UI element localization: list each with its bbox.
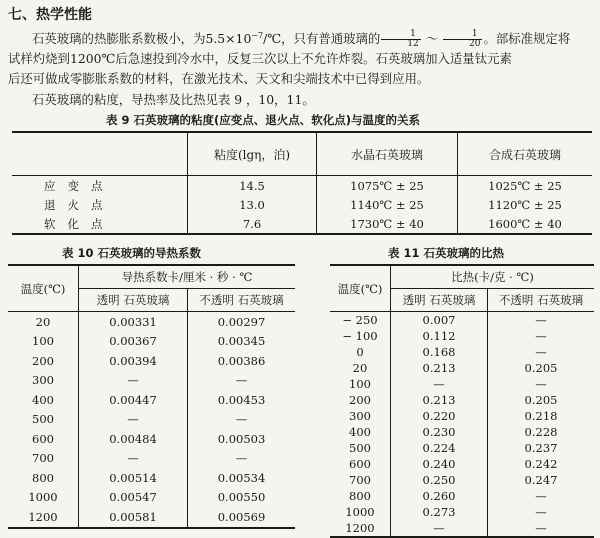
value-cell: 0.00394 [79, 351, 188, 371]
value-cell: — [488, 312, 595, 329]
table9-cell: 1075℃ ± 25 [317, 176, 458, 196]
temperature-cell: 600 [32, 431, 54, 446]
value-cell: 0.00367 [79, 332, 188, 352]
table10-header-temperature: 温度(℃) [8, 265, 79, 312]
temperature-cell: 20 [352, 361, 368, 375]
table-row [12, 176, 592, 196]
table11-specific-heat [330, 264, 594, 538]
value-cell: — [391, 520, 488, 537]
value-cell: 0.00569 [188, 507, 296, 528]
table11-caption: 表 11 石英玻璃的比热 [388, 246, 505, 260]
value-cell: 0.205 [488, 360, 595, 376]
table-row [330, 488, 594, 504]
table10-thermal-conductivity [8, 264, 295, 529]
table11-header-temperature: 温度(℃) [330, 265, 391, 312]
value-cell: 0.00550 [188, 488, 296, 508]
table-row [12, 195, 592, 214]
table9-header-crystal-quartz: 水晶石英玻璃 [317, 132, 458, 176]
value-cell: — [488, 520, 595, 537]
temperature-cell: 1200 [28, 509, 58, 524]
table-row [330, 408, 594, 424]
section-title: 七、热学性能 [8, 7, 92, 23]
value-cell: — [79, 449, 188, 469]
temperature-cell: 300 [32, 373, 54, 388]
temperature-cell: 1000 [28, 490, 58, 505]
table-row [8, 488, 295, 508]
temperature-cell: 0 [356, 345, 364, 359]
table-row [330, 344, 594, 360]
paragraph-line-4: 石英玻璃的粘度，导热率及比热见表 9 ，10，11。 [32, 92, 315, 107]
temperature-cell: 400 [32, 392, 54, 407]
table11-header-group: 比热(卡/克 · ℃) [451, 270, 534, 284]
value-cell: 0.220 [391, 408, 488, 424]
table10-body [8, 312, 295, 528]
table-row [330, 504, 594, 520]
value-cell: 0.112 [391, 328, 488, 344]
value-cell: 0.237 [488, 440, 595, 456]
temperature-cell: 800 [32, 470, 54, 485]
value-cell: 0.00534 [188, 468, 296, 488]
table11-header-opaque: 不透明 石英玻璃 [488, 289, 595, 312]
table9-row-label: 软化点 [44, 216, 115, 231]
table-row [330, 520, 594, 537]
table9-row-label: 退火点 [44, 197, 115, 212]
table-row [8, 410, 295, 430]
value-cell: 0.213 [391, 360, 488, 376]
temperature-cell: 20 [35, 314, 51, 329]
temperature-cell: 300 [349, 409, 371, 423]
temperature-cell: 500 [349, 441, 371, 455]
temperature-cell: 800 [349, 489, 371, 503]
value-cell: 0.230 [391, 424, 488, 440]
table-row [8, 390, 295, 410]
table9-cell: 1730℃ ± 40 [317, 214, 458, 234]
table9-header-viscosity: 粘度(lgη，泊) [188, 132, 317, 176]
temperature-cell: 400 [349, 425, 371, 439]
value-cell: 0.250 [391, 472, 488, 488]
table-row [330, 472, 594, 488]
value-cell: 0.00345 [188, 332, 296, 352]
value-cell: — [391, 376, 488, 392]
value-cell: 0.00581 [79, 507, 188, 528]
table9-cell: 1140℃ ± 25 [317, 195, 458, 214]
value-cell: 0.213 [391, 392, 488, 408]
text-segment: /℃，只有普通玻璃的 [263, 31, 381, 47]
value-cell: 0.260 [391, 488, 488, 504]
fraction-numerator: 1 [381, 30, 420, 40]
value-cell: — [188, 410, 296, 430]
value-cell: — [488, 504, 595, 520]
value-cell: 0.218 [488, 408, 595, 424]
exponent: −7 [251, 31, 264, 40]
value-cell: 0.00484 [79, 429, 188, 449]
value-cell: — [188, 449, 296, 469]
temperature-cell: 1200 [345, 521, 375, 535]
fraction-1-12 [381, 30, 420, 49]
table9-header-synthetic-quartz: 合成石英玻璃 [458, 132, 593, 176]
temperature-cell: 100 [349, 377, 371, 391]
value-cell: 0.273 [391, 504, 488, 520]
table-row [12, 214, 592, 234]
fraction-denominator: 20 [469, 39, 481, 50]
text-segment: 石英玻璃的热膨胀系数极小，为5.5×10 [32, 31, 252, 47]
table-row [330, 440, 594, 456]
value-cell: 0.240 [391, 456, 488, 472]
temperature-cell: 600 [349, 457, 371, 471]
fraction-denominator: 12 [407, 39, 419, 50]
table9-cell: 14.5 [188, 176, 317, 196]
table-row [330, 456, 594, 472]
temperature-cell: − 100 [342, 329, 378, 343]
table9-cell: 1120℃ ± 25 [458, 195, 593, 214]
paragraph-line-1 [8, 26, 593, 49]
table9-row-label: 应变点 [44, 178, 115, 193]
table9-caption: 表 9 石英玻璃的粘度(应变点、退火点、软化点)与温度的关系 [106, 113, 421, 127]
table-row [8, 449, 295, 469]
temperature-cell: 700 [349, 473, 371, 487]
value-cell: — [488, 328, 595, 344]
tilde: ～ [421, 31, 443, 47]
table-row [330, 360, 594, 376]
value-cell: 0.205 [488, 392, 595, 408]
value-cell: — [79, 371, 188, 391]
value-cell: 0.00297 [188, 312, 296, 332]
table-row [8, 371, 295, 391]
value-cell: 0.00547 [79, 488, 188, 508]
temperature-cell: 500 [32, 412, 54, 427]
table-row [8, 312, 295, 332]
paragraph-line-2: 试样灼烧到1200℃后急速投到冷水中，反复三次以上不允许炸裂。石英玻璃加入适量钛元素 [8, 51, 512, 66]
temperature-cell: 200 [349, 393, 371, 407]
table9-header-blank [12, 132, 188, 176]
table-row [330, 424, 594, 440]
value-cell: — [488, 344, 595, 360]
table9-cell: 1025℃ ± 25 [458, 176, 593, 196]
value-cell: 0.224 [391, 440, 488, 456]
temperature-cell: 700 [32, 451, 54, 466]
value-cell: 0.00331 [79, 312, 188, 332]
text-segment: 。部标准规定将 [483, 31, 571, 47]
table-row [8, 507, 295, 528]
table-row [8, 468, 295, 488]
value-cell: 0.168 [391, 344, 488, 360]
value-cell: 0.247 [488, 472, 595, 488]
table-row [330, 392, 594, 408]
fraction-1-20 [443, 30, 482, 49]
value-cell: 0.228 [488, 424, 595, 440]
table-row [8, 429, 295, 449]
temperature-cell: 200 [32, 353, 54, 368]
value-cell: 0.00447 [79, 390, 188, 410]
value-cell: 0.007 [391, 312, 488, 329]
value-cell: — [188, 371, 296, 391]
table9-viscosity [12, 131, 592, 235]
table-row [8, 332, 295, 352]
table11-body [330, 312, 594, 538]
value-cell: — [488, 488, 595, 504]
table-row [330, 312, 594, 329]
value-cell: — [488, 376, 595, 392]
table10-header-opaque: 不透明 石英玻璃 [188, 289, 296, 312]
temperature-cell: 1000 [345, 505, 375, 519]
value-cell: — [79, 410, 188, 430]
paragraph-line-3: 后还可做成零膨胀系数的材料，在激光技术、天文和尖端技术中已得到应用。 [8, 71, 430, 86]
table-row [330, 376, 594, 392]
table10-caption: 表 10 石英玻璃的导热系数 [62, 246, 202, 260]
table10-header-group: 导热系数卡/厘米 · 秒 · ℃ [121, 270, 253, 284]
fraction-numerator: 1 [443, 30, 482, 40]
table-row [330, 328, 594, 344]
table10-header-transparent: 透明 石英玻璃 [79, 289, 188, 312]
value-cell: 0.00503 [188, 429, 296, 449]
temperature-cell: − 250 [342, 313, 378, 327]
table-row [8, 351, 295, 371]
value-cell: 0.242 [488, 456, 595, 472]
value-cell: 0.00386 [188, 351, 296, 371]
temperature-cell: 100 [32, 334, 54, 349]
value-cell: 0.00514 [79, 468, 188, 488]
table11-header-transparent: 透明 石英玻璃 [391, 289, 488, 312]
table9-cell: 13.0 [188, 195, 317, 214]
table9-cell: 7.6 [188, 214, 317, 234]
table9-cell: 1600℃ ± 40 [458, 214, 593, 234]
value-cell: 0.00453 [188, 390, 296, 410]
